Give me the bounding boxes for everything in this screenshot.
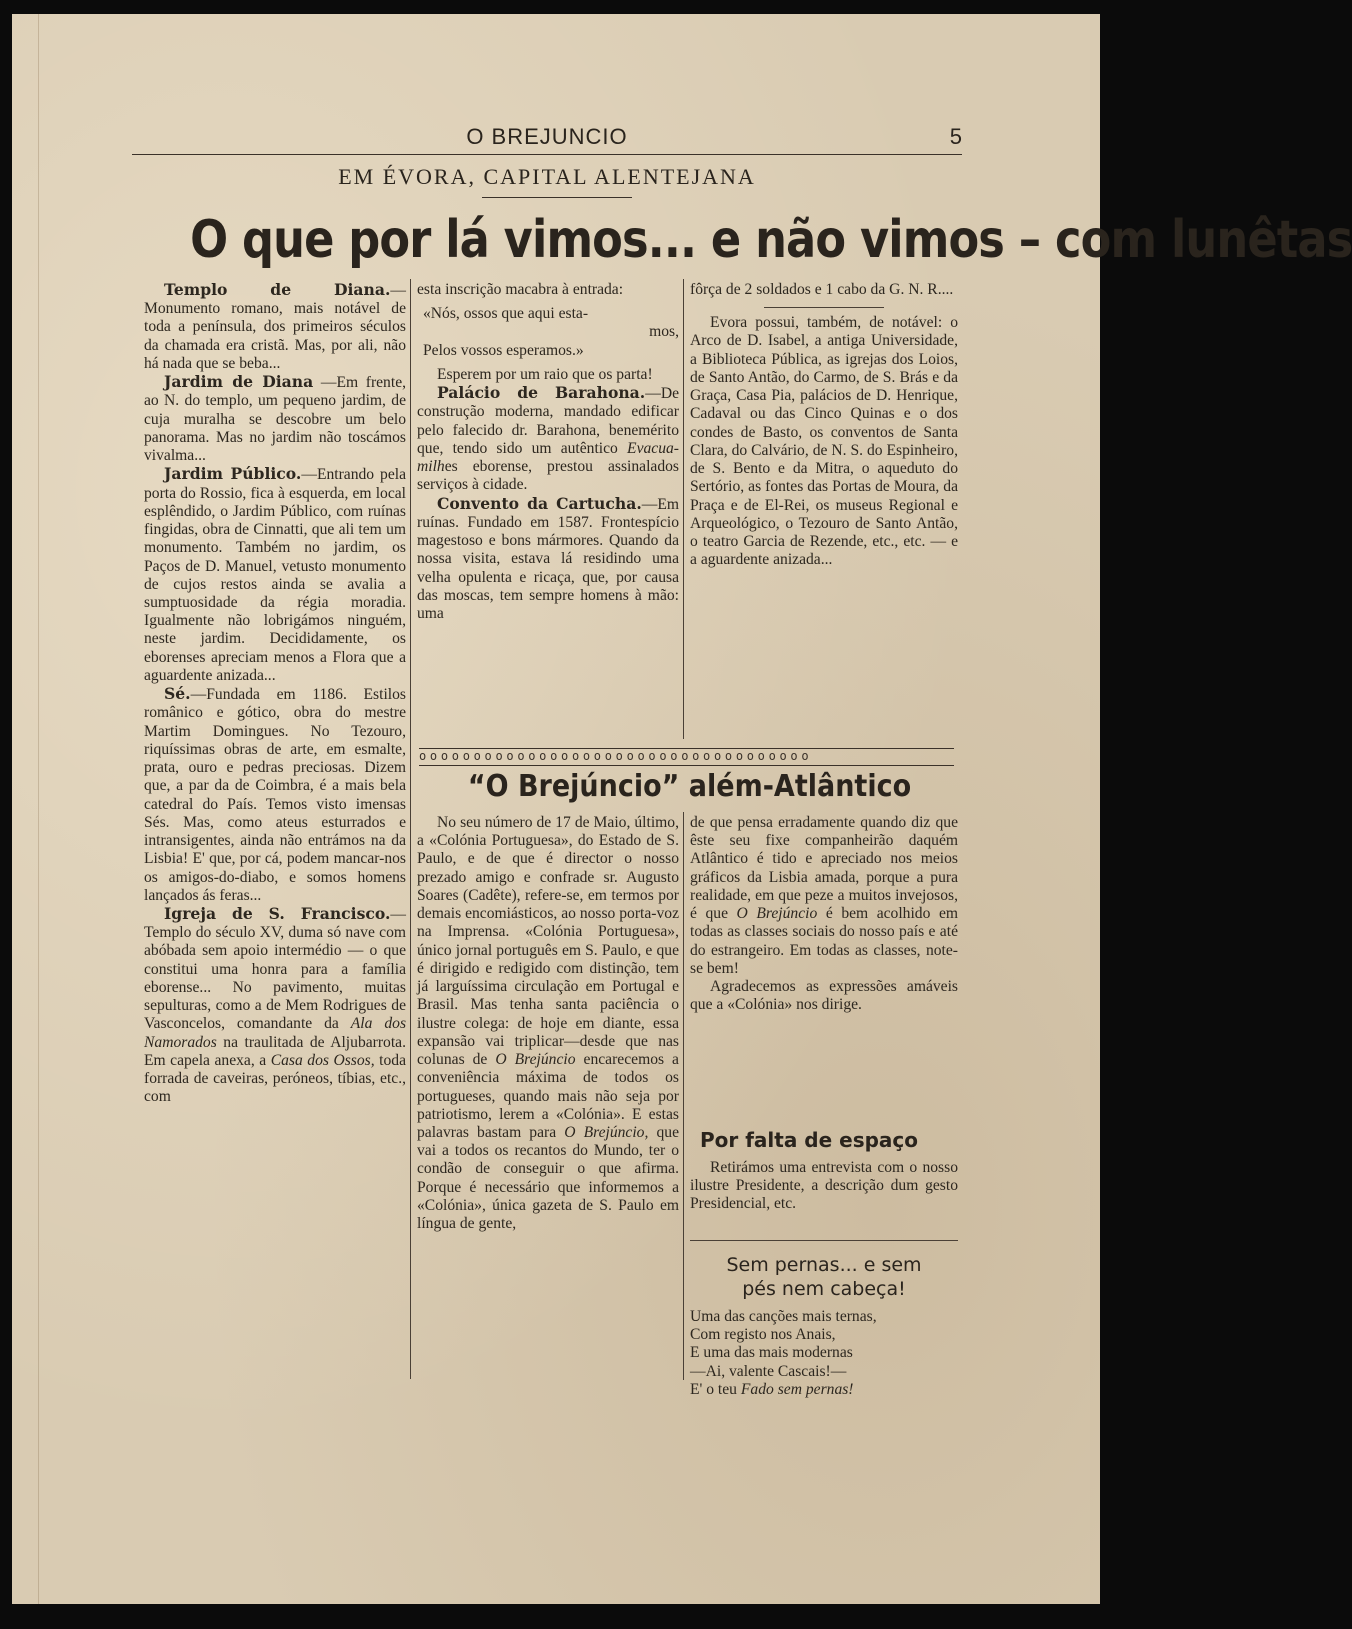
text-se: —Fundada em 1186. Estilos românico e gótico, obra do mestre Martim Domingues. No Tezouro, riquíssimas obras de arte, em esmalte, prata, ouro e pedras preciosas. Dizem que, a par da de Coimbra, é a mais bela catedral do País. Temos visto imensas Sés. Mas, como ateus esturrados e intransigentes, ainda não entrámos na da Lisbia! E' que, por cá, podem mancar-nos os amigos-do-diabo, e somos homens lançados ás feras...	[144, 686, 406, 904]
verse-line-3: E uma das mais modernas	[690, 1344, 853, 1362]
paragraph-inscricao: esta inscrição macabra à entrada:	[417, 281, 624, 298]
sem-pernas-title-line-1: Sem pernas... e sem	[726, 1254, 922, 1276]
paragraph-forca: fôrça de 2 soldados e 1 cabo da G. N. R....	[690, 281, 954, 298]
italic-casa-ossos: Casa dos Ossos,	[270, 1051, 375, 1069]
paragraph-agradecemos: Agradecemos as expressões amáveis que a «Colónia» nos dirige.	[690, 978, 958, 1014]
quote-line-3: Pelos vossos esperamos.»	[423, 341, 584, 359]
sem-pernas-title	[690, 1254, 958, 1302]
paragraph-evora-possui: Evora possui, também, de notável: o Arco de D. Isabel, a antiga Universidade, a Biblioteca Pública, as igrejas dos Loios, de Santo Antão, do Carmo, de S. Brás e da Graça, Casa Pia, palácios de D. Henrique, Cadaval ou das Cinco Quinas e o dos condes de Basto, os conventos de Santa Clara, do Calvário, de N. S. do Espinheiro, de S. Bento e da Mitra, o aqueduto do Sertório, as fontes das Portas de Moura, da Praça e de El-Rei, os museus Regional e Arqueológico, o Tezouro de Santo Antão, o teatro Garcia de Rezende, etc., etc. — e a aguardente anizada...	[690, 314, 958, 569]
page-number: 5	[949, 124, 962, 149]
verse-line-4: —Ai, valente Cascais!—	[690, 1362, 847, 1380]
text-sao-francisco-2: na traulitada de Aljubarrota. Em capela anexa, a	[144, 1033, 406, 1069]
column-5	[690, 814, 958, 1015]
verse-line-1: Uma das canções mais ternas,	[690, 1308, 877, 1325]
column-3	[690, 281, 958, 570]
short-divider	[764, 307, 884, 308]
quote-line-2: mos,	[649, 323, 679, 341]
lead-jardim-publico: Jardim Público.	[164, 464, 302, 484]
text-palacio-1: —De construção moderna, mandado edificar pelo falecido dr. Barahona, benemérito que, tendo sido um autêntico	[417, 385, 679, 457]
text-colonia-1: No seu número de 17 de Maio, último, a «Colónia Portuguesa», do Estado de S. Paulo, e de que é director o nosso prezado amigo e confrade sr. Augusto Soares (Cadête), refere-se, em termos por demais encomiásticos, ao nosso porta-voz na Imprensa. «Colónia Portuguesa», único jornal português em S. Paulo, e que é dirigido e redigido com distinção, tem já larguíssima circulação em Portugal e Brasil. Mas tenha santa paciência o ilustre colega: de hoje em diante, essa expansão vai triplicar—desde que nas colunas de	[417, 814, 679, 1069]
text-colonia-2: encarecemos a conveniência máxima de todos os portugueses, quando mais não seja por patriotismo, lerem a «Colónia». E estas palavras bastam para	[417, 1051, 679, 1141]
paragraph-cartucha	[417, 495, 679, 624]
column-divider-2	[683, 279, 684, 739]
kicker-divider	[482, 197, 632, 198]
newspaper-page	[12, 14, 1352, 1604]
paragraph-falta-espaco: Retirámos uma entrevista com o nosso ilustre Presidente, a descrição dum gesto Presidencial, etc.	[690, 1159, 958, 1213]
text-colonia-3: que vai a todos os recantos do Mundo, ter o condão de conseguir o que afirma. Porque é necessário que informemos a «Colónia», única gazeta de S. Paulo em língua de gente,	[417, 1123, 679, 1233]
ornamental-divider: oooooooooooooooooooooooooooooooooooo	[419, 748, 954, 766]
verse-line-5-text: E' o teu	[690, 1380, 737, 1398]
verse-line-5	[690, 1381, 958, 1399]
italic-evacua: Evacua-milh	[417, 439, 679, 476]
article-headline: O que por lá vimos... e não vimos – com lunêtas	[190, 210, 1352, 270]
text-continuation-2: é bem acolhido em todas as classes sociais do nosso país e até do estrangeiro. Em todas as classes, note-se bem!	[690, 905, 959, 977]
column-2	[417, 281, 679, 623]
paragraph-sao-francisco	[144, 905, 406, 1107]
article-headline-2: “O Brejúncio” além-Atlântico	[467, 769, 912, 804]
text-templo-diana: —Monumento romano, mais notável de toda a península, dos primeiros séculos da chamada era cristã. Mas, por ali, não há nada que se beba...	[144, 282, 406, 372]
italic-brejuncio-3: O Brejúncio	[736, 905, 818, 923]
quote-line-1: «Nós, ossos que aqui esta-	[423, 305, 589, 323]
column-divider-3	[683, 812, 684, 1380]
falta-espaco-body	[690, 1159, 958, 1214]
paragraph-colonia	[417, 814, 679, 1233]
text-palacio-2: es eborense, prestou assinalados serviços à cidade.	[417, 458, 679, 494]
paragraph-jardim-publico	[144, 465, 406, 685]
verse-line-2: Com registo nos Anais,	[690, 1326, 836, 1344]
paragraph-se	[144, 685, 406, 905]
paragraph-templo-diana	[144, 281, 406, 373]
column-1	[144, 281, 406, 1107]
paragraph-palacio	[417, 384, 679, 494]
lead-sao-francisco: Igreja de S. Francisco.	[164, 903, 391, 923]
falta-espaco-title: Por falta de espaço	[700, 1128, 919, 1152]
sem-pernas-verse	[690, 1308, 958, 1399]
text-sao-francisco-3: toda forrada de caveiras, perónеos, tíbias, etc., com	[144, 1051, 406, 1106]
paragraph-jardim-diana	[144, 373, 406, 465]
italic-ala-namorados: Ala dos Namorados	[144, 1015, 407, 1051]
paragraph-continuation	[690, 814, 958, 978]
lead-jardim-diana: Jardim de Diana	[164, 372, 314, 392]
lead-se: Sé.	[164, 684, 191, 704]
italic-brejuncio-1: O Brejúncio	[495, 1051, 576, 1069]
column-divider-1	[410, 279, 411, 1379]
section-divider	[690, 1240, 958, 1241]
text-jardim-diana: —Em frente, ao N. do templo, um pequeno jardim, de cuja muralha se descobre um belo panorama. Mas no jardim não toscámos vivalma...	[144, 374, 407, 465]
running-head	[132, 118, 962, 155]
text-sao-francisco-1: —Templo do século XV, duma só nave com abóbada sem apoio intermédio — o que constitui uma honra para a família eborense... No pavimento, muitas sepulturas, como a de Mem Rodrigues de Vasconcelos, comandante da	[144, 905, 406, 1033]
italic-brejuncio-2: O Brejúncio,	[564, 1123, 649, 1141]
article-kicker: EM ÉVORA, CAPITAL ALENTEJANA	[338, 164, 756, 189]
publication-name: O BREJUNCIO	[466, 124, 628, 149]
lead-palacio: Palácio de Barahona.	[437, 383, 646, 403]
lead-cartucha: Convento da Cartucha.	[437, 493, 642, 513]
italic-fado: Fado sem pernas!	[740, 1380, 854, 1398]
text-cartucha: —Em ruínas. Fundado em 1587. Frontespício magestoso e bons mármores. Quando da nossa visita, estava lá residindo uma velha opulenta e ricaça, que, por causa das moscas, tem sempre homens à mão: uma	[417, 495, 679, 622]
text-jardim-publico: —Entrando pela porta do Rossio, fica à esquerda, em local esplêndido, o Jardim Público, com ruínas fingidas, obra de Cinnatti, que ali tem um monumento. Também no jardim, os Paços de D. Manuel, vetusto monumento de cujos restos ainda se avalia a sumptuosidade da régia moradia. Igualmente não lobrigámos ninguém, neste jardim. Decididamente, os eborenses apreciam menos a Flora que a aguardente anizada...	[144, 466, 406, 684]
lead-templo-diana: Templo de Diana.	[164, 280, 391, 299]
text-continuation-1: de que pensa erradamente quando diz que êste seu fixe companheirão daquém Atlântico é tido e apreciado nos meios gráficos da Lisbia amada, porque a pura realidade, em que peze a muitos invejosos, é que	[690, 814, 958, 923]
column-4	[417, 814, 679, 1233]
sem-pernas-title-line-2: pés nem cabeça!	[742, 1277, 906, 1300]
paragraph-esperem: Esperem por um raio que os parta!	[437, 365, 653, 383]
